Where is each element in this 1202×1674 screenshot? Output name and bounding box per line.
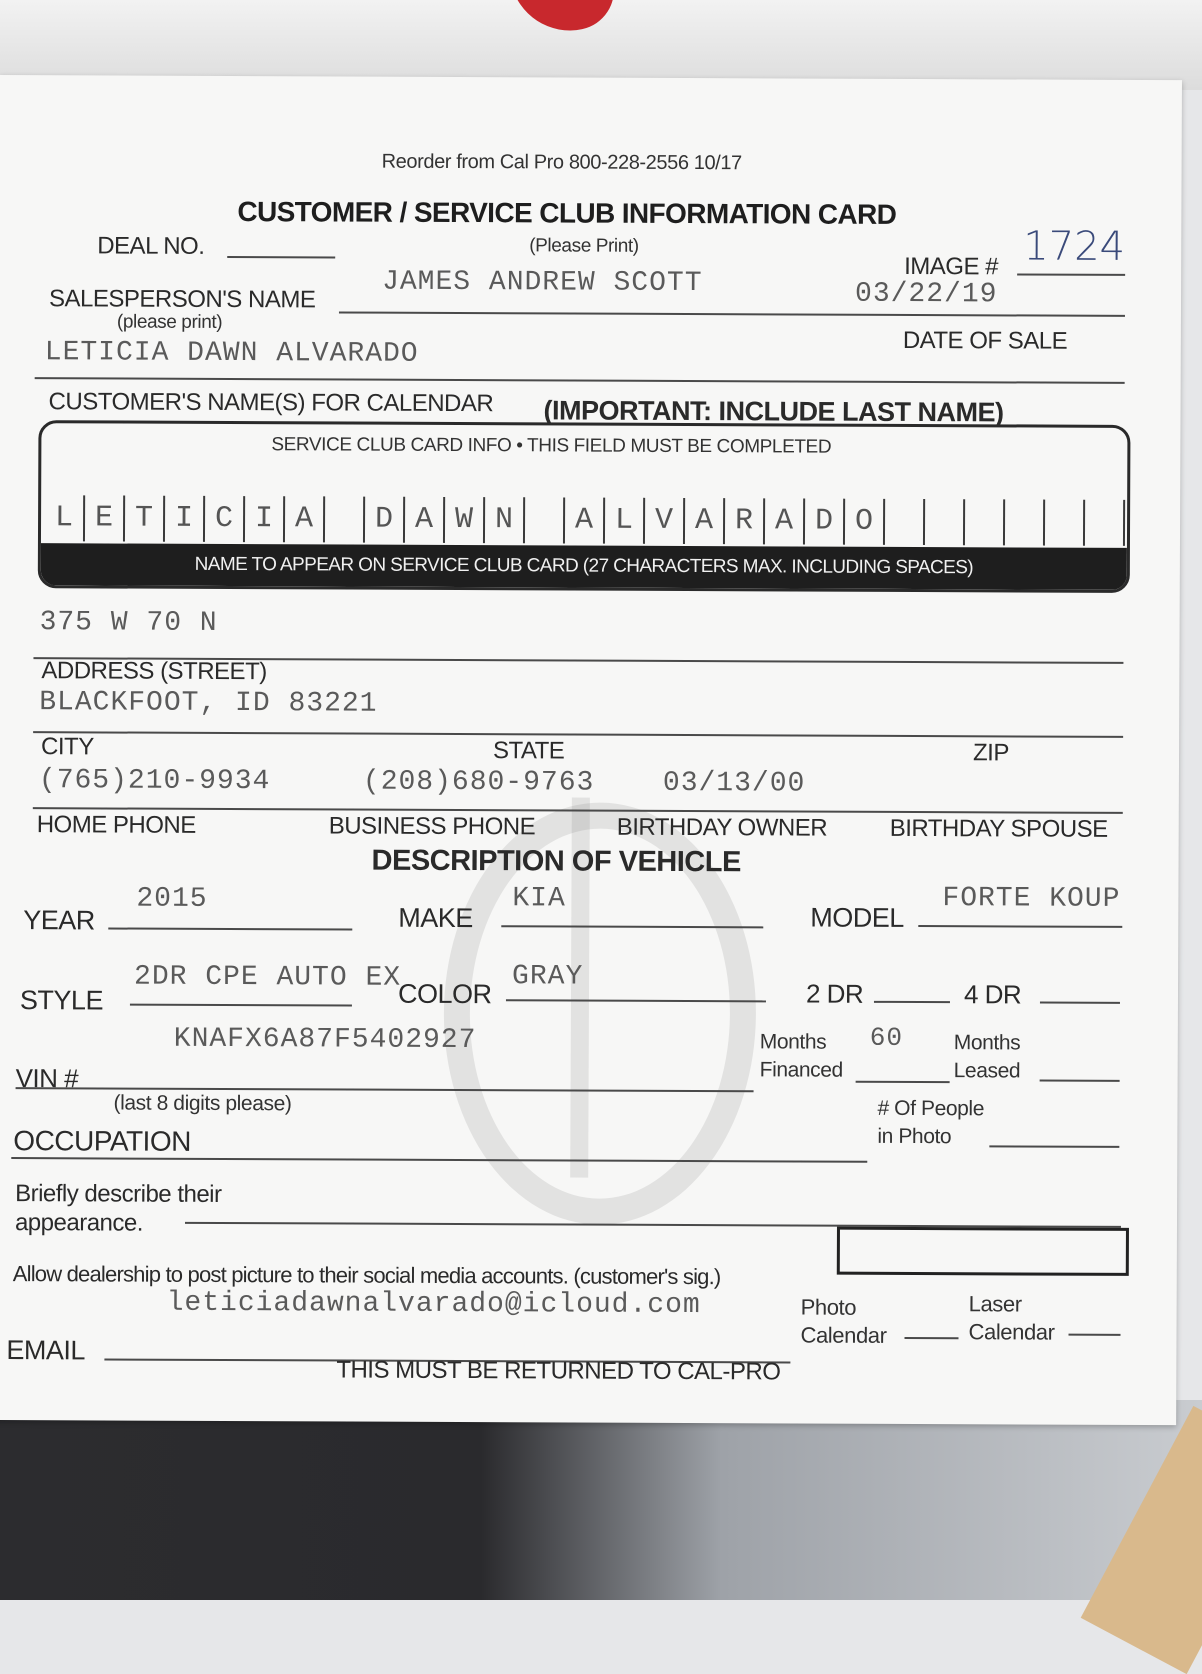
model-line bbox=[918, 925, 1122, 928]
char-cell[interactable]: E bbox=[85, 495, 125, 541]
email-label: EMAIL bbox=[6, 1335, 86, 1366]
signature-box[interactable] bbox=[837, 1227, 1129, 1276]
people-label-2: in Photo bbox=[877, 1124, 952, 1149]
char-cell[interactable]: D bbox=[365, 497, 405, 543]
customer-please-print: (please print) bbox=[116, 311, 223, 333]
char-cell[interactable]: V bbox=[645, 498, 685, 544]
vin-label: VIN # bbox=[15, 1063, 79, 1094]
photo-calendar-label-1: Photo bbox=[800, 1294, 857, 1320]
image-no-value[interactable]: 1724 bbox=[1023, 223, 1126, 270]
vin-hint: (last 8 digits please) bbox=[113, 1091, 292, 1116]
laser-calendar-label-1: Laser bbox=[968, 1291, 1022, 1317]
occupation-label: OCCUPATION bbox=[13, 1125, 191, 1157]
char-cell[interactable]: A bbox=[285, 496, 325, 542]
customer-name-value[interactable]: LETICIA DAWN ALVARADO bbox=[44, 337, 419, 370]
business-phone-value[interactable]: (208)680-9763 bbox=[362, 766, 595, 799]
char-cell[interactable]: T bbox=[125, 496, 165, 542]
city-value[interactable]: BLACKFOOT, ID 83221 bbox=[39, 687, 378, 720]
service-club-chars[interactable] bbox=[45, 495, 1125, 546]
laser-calendar-field[interactable] bbox=[1069, 1334, 1121, 1336]
people-field[interactable] bbox=[989, 1145, 1119, 1148]
style-line bbox=[130, 1004, 352, 1007]
laser-calendar-label-2: Calendar bbox=[968, 1319, 1055, 1345]
char-cell[interactable]: A bbox=[405, 497, 445, 543]
char-cell[interactable]: O bbox=[845, 499, 885, 545]
char-cell[interactable] bbox=[885, 499, 925, 545]
make-value[interactable]: KIA bbox=[512, 883, 566, 915]
color-label: COLOR bbox=[397, 978, 492, 1010]
form-title: CUSTOMER / SERVICE CLUB INFORMATION CARD bbox=[237, 196, 897, 230]
address-value[interactable]: 375 W 70 N bbox=[39, 607, 218, 639]
model-label: MODEL bbox=[810, 902, 904, 933]
style-value[interactable]: 2DR CPE AUTO EX bbox=[133, 961, 402, 994]
char-cell[interactable]: A bbox=[565, 497, 605, 543]
months-leased-field[interactable] bbox=[1040, 1080, 1120, 1082]
two-door-field[interactable] bbox=[874, 1001, 950, 1003]
char-cell[interactable]: L bbox=[45, 495, 85, 541]
char-cell[interactable]: I bbox=[165, 496, 205, 542]
birthday-owner-value[interactable]: 03/13/00 bbox=[662, 767, 806, 800]
city-line bbox=[33, 731, 1123, 738]
char-cell[interactable]: C bbox=[205, 496, 245, 542]
birthday-spouse-label: BIRTHDAY SPOUSE bbox=[889, 814, 1108, 843]
vehicle-heading: DESCRIPTION OF VEHICLE bbox=[371, 844, 741, 879]
months-financed-line bbox=[856, 1081, 950, 1083]
year-label: YEAR bbox=[23, 905, 95, 936]
important-note: (IMPORTANT: INCLUDE LAST NAME) bbox=[543, 395, 1004, 428]
vin-value[interactable]: KNAFX6A87F5402927 bbox=[173, 1023, 477, 1057]
char-cell[interactable] bbox=[1005, 499, 1045, 545]
year-value[interactable]: 2015 bbox=[136, 883, 208, 915]
info-card bbox=[0, 75, 1182, 1425]
city-label: CITY bbox=[41, 733, 94, 761]
months-leased-label-2: Leased bbox=[953, 1059, 1021, 1083]
model-value[interactable]: FORTE KOUP bbox=[942, 883, 1121, 915]
color-value[interactable]: GRAY bbox=[512, 961, 584, 993]
style-label: STYLE bbox=[19, 985, 104, 1016]
char-cell[interactable]: R bbox=[725, 498, 765, 544]
customer-name-line bbox=[35, 377, 1125, 384]
date-of-sale-label: DATE OF SALE bbox=[902, 326, 1068, 355]
birthday-owner-label: BIRTHDAY OWNER bbox=[616, 813, 828, 842]
service-club-header: SERVICE CLUB CARD INFO • THIS FIELD MUST BE COMPLETED bbox=[271, 434, 832, 458]
appearance-label-2: appearance. bbox=[14, 1209, 144, 1237]
appearance-label-1: Briefly describe their bbox=[15, 1180, 222, 1208]
photo-calendar-field[interactable] bbox=[904, 1337, 958, 1339]
home-phone-value[interactable]: (765)210-9934 bbox=[38, 765, 271, 798]
deal-no-label: DEAL NO. bbox=[97, 232, 205, 260]
image-no-field bbox=[1017, 273, 1125, 275]
months-financed-value[interactable]: 60 bbox=[869, 1022, 904, 1053]
business-phone-label: BUSINESS PHONE bbox=[328, 812, 536, 841]
address-label: ADDRESS (STREET) bbox=[41, 657, 267, 686]
months-leased-label-1: Months bbox=[953, 1031, 1021, 1055]
four-door-field[interactable] bbox=[1040, 1002, 1120, 1004]
home-phone-label: HOME PHONE bbox=[36, 811, 196, 839]
months-financed-label-2: Financed bbox=[759, 1058, 843, 1082]
image-no-label: IMAGE # bbox=[904, 252, 999, 281]
background-bottom bbox=[0, 1400, 1202, 1600]
two-door-label: 2 DR bbox=[805, 978, 864, 1009]
char-cell[interactable]: D bbox=[805, 499, 845, 545]
char-cell[interactable] bbox=[965, 499, 1005, 545]
char-cell[interactable] bbox=[1045, 500, 1085, 546]
four-door-label: 4 DR bbox=[963, 979, 1022, 1010]
date-of-sale-value[interactable]: 03/22/19 bbox=[854, 278, 998, 311]
photo-calendar-label-2: Calendar bbox=[800, 1322, 887, 1348]
char-cell[interactable] bbox=[525, 497, 565, 543]
zip-label: ZIP bbox=[972, 739, 1009, 767]
return-note: THIS MUST BE RETURNED TO CAL-PRO bbox=[336, 1356, 781, 1386]
char-cell[interactable] bbox=[925, 499, 965, 545]
char-cell[interactable]: A bbox=[685, 498, 725, 544]
social-media-label: Allow dealership to post picture to their social media accounts. (customer's sig.) bbox=[12, 1261, 721, 1290]
char-cell[interactable] bbox=[325, 496, 365, 542]
char-cell[interactable]: W bbox=[445, 497, 485, 543]
calendar-name-label: CUSTOMER'S NAME(S) FOR CALENDAR bbox=[48, 388, 494, 418]
salesperson-line bbox=[339, 311, 1125, 316]
email-value[interactable]: leticiadawnalvarado@icloud.com bbox=[166, 1287, 701, 1322]
char-cell[interactable] bbox=[1085, 500, 1125, 546]
char-cell[interactable]: N bbox=[485, 497, 525, 543]
salesperson-value[interactable]: JAMES ANDREW SCOTT bbox=[382, 266, 703, 300]
months-financed-label-1: Months bbox=[759, 1030, 827, 1054]
service-club-box bbox=[38, 420, 1131, 593]
deal-no-field[interactable] bbox=[227, 256, 335, 258]
char-cell[interactable]: L bbox=[605, 498, 645, 544]
people-label-1: # Of People bbox=[877, 1096, 985, 1121]
char-cell[interactable]: I bbox=[245, 496, 285, 542]
char-cell[interactable]: A bbox=[765, 498, 805, 544]
salesperson-label: SALESPERSON'S NAME bbox=[48, 285, 316, 314]
year-line bbox=[108, 927, 352, 930]
make-label: MAKE bbox=[398, 902, 473, 934]
please-print-note: (Please Print) bbox=[529, 235, 639, 257]
reorder-info: Reorder from Cal Pro 800-228-2556 10/17 bbox=[381, 150, 742, 175]
occupation-line[interactable] bbox=[11, 1157, 867, 1163]
service-club-footer: NAME TO APPEAR ON SERVICE CLUB CARD (27 CHARACTERS MAX. INCLUDING SPACES) bbox=[41, 543, 1127, 590]
state-label: STATE bbox=[492, 737, 565, 765]
